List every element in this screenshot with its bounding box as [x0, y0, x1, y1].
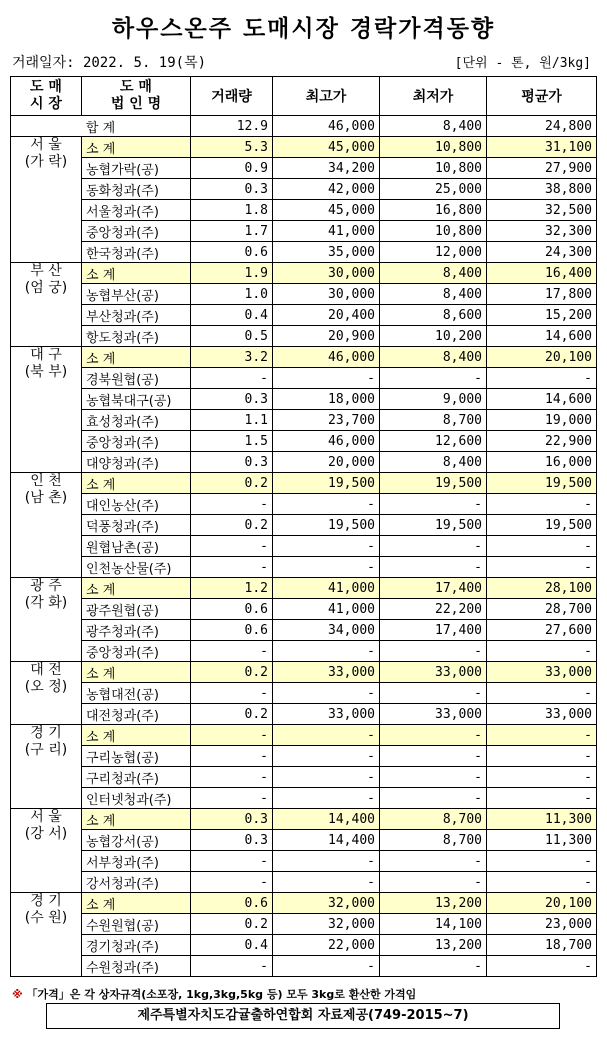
- max-price-cell: 20,000: [273, 452, 380, 473]
- note-mark: ※: [12, 988, 23, 1001]
- table-row: [11, 158, 597, 179]
- max-price-cell: 46,000: [273, 431, 380, 452]
- max-price-cell: 45,000: [273, 137, 380, 158]
- avg-price-cell: -: [487, 557, 597, 578]
- max-price-cell: 30,000: [273, 263, 380, 284]
- max-price-cell: -: [273, 494, 380, 515]
- unit-label: [단위 - 톤, 원/3kg]: [454, 56, 591, 71]
- min-price-cell: 13,200: [380, 935, 487, 956]
- volume-cell: 1.1: [191, 410, 273, 431]
- table-row: [11, 851, 597, 872]
- max-price-cell: 18,000: [273, 389, 380, 410]
- volume-cell: 0.3: [191, 809, 273, 830]
- avg-price-cell: -: [487, 536, 597, 557]
- corp-name: 항도청과(주): [82, 326, 191, 347]
- volume-cell: 1.0: [191, 284, 273, 305]
- max-price-cell: 20,400: [273, 305, 380, 326]
- volume-cell: 0.3: [191, 389, 273, 410]
- max-price-cell: -: [273, 641, 380, 662]
- min-price-cell: -: [380, 725, 487, 746]
- min-price-cell: 10,800: [380, 137, 487, 158]
- corp-name: 동화청과(주): [82, 179, 191, 200]
- table-row: [11, 620, 597, 641]
- max-price-cell: -: [273, 557, 380, 578]
- market-city: 대 전: [30, 662, 62, 678]
- corp-name: 광주원협(공): [82, 599, 191, 620]
- min-price-cell: -: [380, 494, 487, 515]
- avg-price-cell: 15,200: [487, 305, 597, 326]
- max-price-cell: -: [273, 788, 380, 809]
- min-price-cell: 19,500: [380, 515, 487, 536]
- corp-name: 중앙청과(주): [82, 431, 191, 452]
- corp-name: 수원청과(주): [82, 956, 191, 977]
- table-row: [11, 452, 597, 473]
- volume-cell: -: [191, 767, 273, 788]
- corp-name: 구리청과(주): [82, 767, 191, 788]
- max-price-cell: 33,000: [273, 704, 380, 725]
- volume-cell: -: [191, 494, 273, 515]
- max-price-cell: 34,000: [273, 620, 380, 641]
- volume-cell: -: [191, 641, 273, 662]
- min-price-cell: 25,000: [380, 179, 487, 200]
- min-price-cell: 14,100: [380, 914, 487, 935]
- corp-name: 농협가락(공): [82, 158, 191, 179]
- avg-price-cell: -: [487, 956, 597, 977]
- max-price-cell: 14,400: [273, 830, 380, 851]
- volume-cell: -: [191, 725, 273, 746]
- subtotal-row: [11, 578, 597, 599]
- market-name: [11, 347, 82, 473]
- avg-price-cell: 33,000: [487, 704, 597, 725]
- header-max: 최고가: [273, 77, 380, 116]
- subtotal-row: [11, 809, 597, 830]
- volume-cell: 1.9: [191, 263, 273, 284]
- max-price-cell: -: [273, 725, 380, 746]
- table-row: [11, 305, 597, 326]
- avg-price-cell: 38,800: [487, 179, 597, 200]
- avg-price-cell: 20,100: [487, 893, 597, 914]
- table-row: [11, 494, 597, 515]
- max-price-cell: 35,000: [273, 242, 380, 263]
- max-price-cell: 30,000: [273, 284, 380, 305]
- volume-cell: 0.2: [191, 914, 273, 935]
- market-district: (가 락): [24, 154, 68, 170]
- corp-name: 수원원협(공): [82, 914, 191, 935]
- avg-price-cell: 23,000: [487, 914, 597, 935]
- avg-price-cell: -: [487, 788, 597, 809]
- min-price-cell: 8,700: [380, 830, 487, 851]
- corp-name: 경북원협(공): [82, 368, 191, 389]
- corp-name: 서부청과(주): [82, 851, 191, 872]
- volume-cell: 0.4: [191, 305, 273, 326]
- corp-name: 소 계: [82, 137, 191, 158]
- max-price-cell: 34,200: [273, 158, 380, 179]
- trade-date: 거래일자: 2022. 5. 19(목): [12, 55, 207, 71]
- table-row: [11, 830, 597, 851]
- table-row: [11, 914, 597, 935]
- subtotal-row: [11, 347, 597, 368]
- avg-price-cell: 32,300: [487, 221, 597, 242]
- volume-cell: 0.9: [191, 158, 273, 179]
- volume-cell: -: [191, 788, 273, 809]
- max-price-cell: -: [273, 368, 380, 389]
- market-name: [11, 662, 82, 725]
- min-price-cell: 22,200: [380, 599, 487, 620]
- corp-name: 인천농산물(주): [82, 557, 191, 578]
- avg-price-cell: 20,100: [487, 347, 597, 368]
- min-price-cell: -: [380, 683, 487, 704]
- max-price-cell: -: [273, 746, 380, 767]
- total-min: 8,400: [380, 116, 487, 137]
- price-table: [10, 76, 597, 977]
- avg-price-cell: 28,100: [487, 578, 597, 599]
- subtotal-row: [11, 662, 597, 683]
- volume-cell: 0.3: [191, 452, 273, 473]
- min-price-cell: 10,200: [380, 326, 487, 347]
- market-district: (구 리): [24, 742, 68, 758]
- volume-cell: 0.5: [191, 326, 273, 347]
- max-price-cell: 20,900: [273, 326, 380, 347]
- volume-cell: -: [191, 746, 273, 767]
- market-district: (수 원): [24, 910, 68, 926]
- min-price-cell: -: [380, 956, 487, 977]
- max-price-cell: 45,000: [273, 200, 380, 221]
- corp-name: 한국청과(주): [82, 242, 191, 263]
- source-footer: 제주특별자치도감귤출하연합회 자료제공(749-2015~7): [46, 1003, 560, 1029]
- avg-price-cell: 18,700: [487, 935, 597, 956]
- table-row: [11, 431, 597, 452]
- table-row: [11, 536, 597, 557]
- volume-cell: 1.2: [191, 578, 273, 599]
- corp-name: 대전청과(주): [82, 704, 191, 725]
- total-avg: 24,800: [487, 116, 597, 137]
- market-city: 대 구: [30, 347, 62, 363]
- avg-price-cell: 19,500: [487, 473, 597, 494]
- corp-name: 소 계: [82, 347, 191, 368]
- min-price-cell: 16,800: [380, 200, 487, 221]
- avg-price-cell: -: [487, 872, 597, 893]
- total-label: 합 계: [11, 116, 191, 137]
- min-price-cell: 8,700: [380, 809, 487, 830]
- market-name: [11, 725, 82, 809]
- min-price-cell: 17,400: [380, 620, 487, 641]
- volume-cell: -: [191, 851, 273, 872]
- avg-price-cell: 16,000: [487, 452, 597, 473]
- max-price-cell: 14,400: [273, 809, 380, 830]
- table-row: [11, 935, 597, 956]
- corp-name: 인터넷청과(주): [82, 788, 191, 809]
- volume-cell: -: [191, 536, 273, 557]
- table-row: [11, 410, 597, 431]
- table-row: [11, 179, 597, 200]
- corp-name: 중앙청과(주): [82, 221, 191, 242]
- market-city: 경 기: [30, 893, 62, 909]
- header-volume: 거래량: [191, 77, 273, 116]
- min-price-cell: 33,000: [380, 704, 487, 725]
- subtotal-row: [11, 725, 597, 746]
- corp-name: 농협부산(공): [82, 284, 191, 305]
- min-price-cell: 17,400: [380, 578, 487, 599]
- volume-cell: 0.4: [191, 935, 273, 956]
- max-price-cell: 22,000: [273, 935, 380, 956]
- max-price-cell: -: [273, 956, 380, 977]
- max-price-cell: -: [273, 851, 380, 872]
- corp-name: 효성청과(주): [82, 410, 191, 431]
- min-price-cell: 8,600: [380, 305, 487, 326]
- min-price-cell: 33,000: [380, 662, 487, 683]
- avg-price-cell: -: [487, 494, 597, 515]
- market-name: [11, 137, 82, 263]
- market-city: 인 천: [30, 473, 62, 489]
- min-price-cell: -: [380, 872, 487, 893]
- volume-cell: 0.2: [191, 662, 273, 683]
- page-title: 하우스온주 도매시장 경락가격동향: [111, 16, 496, 42]
- corp-name: 부산청과(주): [82, 305, 191, 326]
- total-max: 46,000: [273, 116, 380, 137]
- volume-cell: -: [191, 368, 273, 389]
- min-price-cell: 13,200: [380, 893, 487, 914]
- header-avg: 평균가: [487, 77, 597, 116]
- volume-cell: 0.2: [191, 515, 273, 536]
- avg-price-cell: -: [487, 746, 597, 767]
- volume-cell: 0.3: [191, 179, 273, 200]
- volume-cell: -: [191, 956, 273, 977]
- min-price-cell: 9,000: [380, 389, 487, 410]
- market-city: 광 주: [30, 578, 62, 594]
- market-city: 서 울: [30, 137, 62, 153]
- volume-cell: 0.3: [191, 830, 273, 851]
- avg-price-cell: -: [487, 641, 597, 662]
- table-row: [11, 872, 597, 893]
- volume-cell: 1.7: [191, 221, 273, 242]
- subtotal-row: [11, 263, 597, 284]
- volume-cell: 5.3: [191, 137, 273, 158]
- min-price-cell: -: [380, 641, 487, 662]
- total-volume: 12.9: [191, 116, 273, 137]
- table-row: [11, 389, 597, 410]
- corp-name: 소 계: [82, 893, 191, 914]
- table-row: [11, 956, 597, 977]
- avg-price-cell: 27,600: [487, 620, 597, 641]
- table-row: [11, 557, 597, 578]
- max-price-cell: 42,000: [273, 179, 380, 200]
- min-price-cell: 8,400: [380, 263, 487, 284]
- table-row: [11, 641, 597, 662]
- avg-price-cell: 19,500: [487, 515, 597, 536]
- avg-price-cell: 33,000: [487, 662, 597, 683]
- market-district: (남 촌): [24, 490, 68, 506]
- avg-price-cell: 31,100: [487, 137, 597, 158]
- header-row: [11, 77, 597, 116]
- corp-name: 소 계: [82, 473, 191, 494]
- min-price-cell: 12,600: [380, 431, 487, 452]
- table-row: [11, 284, 597, 305]
- max-price-cell: -: [273, 683, 380, 704]
- min-price-cell: 8,400: [380, 452, 487, 473]
- max-price-cell: -: [273, 536, 380, 557]
- min-price-cell: 8,400: [380, 347, 487, 368]
- table-row: [11, 704, 597, 725]
- table-row: [11, 683, 597, 704]
- corp-name: 농협북대구(공): [82, 389, 191, 410]
- market-name: [11, 809, 82, 893]
- max-price-cell: 32,000: [273, 893, 380, 914]
- corp-name: 대인농산(주): [82, 494, 191, 515]
- corp-name: 서울청과(주): [82, 200, 191, 221]
- corp-name: 소 계: [82, 578, 191, 599]
- max-price-cell: 41,000: [273, 578, 380, 599]
- avg-price-cell: 11,300: [487, 830, 597, 851]
- volume-cell: 0.2: [191, 473, 273, 494]
- market-district: (엄 궁): [24, 280, 68, 296]
- avg-price-cell: -: [487, 767, 597, 788]
- avg-price-cell: 11,300: [487, 809, 597, 830]
- min-price-cell: -: [380, 368, 487, 389]
- max-price-cell: 23,700: [273, 410, 380, 431]
- table-row: [11, 221, 597, 242]
- corp-name: 대양청과(주): [82, 452, 191, 473]
- table-row: [11, 767, 597, 788]
- max-price-cell: 19,500: [273, 515, 380, 536]
- avg-price-cell: 17,800: [487, 284, 597, 305]
- min-price-cell: 12,000: [380, 242, 487, 263]
- min-price-cell: -: [380, 746, 487, 767]
- market-name: [11, 263, 82, 347]
- volume-cell: 1.5: [191, 431, 273, 452]
- corp-name: 중앙청과(주): [82, 641, 191, 662]
- min-price-cell: 10,800: [380, 221, 487, 242]
- max-price-cell: -: [273, 872, 380, 893]
- market-city: 경 기: [30, 725, 62, 741]
- volume-cell: -: [191, 683, 273, 704]
- max-price-cell: 41,000: [273, 599, 380, 620]
- table-row: [11, 368, 597, 389]
- corp-name: 원협남촌(공): [82, 536, 191, 557]
- market-district: (오 정): [24, 679, 68, 695]
- market-name: [11, 893, 82, 977]
- avg-price-cell: -: [487, 368, 597, 389]
- avg-price-cell: 32,500: [487, 200, 597, 221]
- volume-cell: 0.6: [191, 599, 273, 620]
- avg-price-cell: -: [487, 683, 597, 704]
- min-price-cell: 8,400: [380, 284, 487, 305]
- min-price-cell: -: [380, 557, 487, 578]
- corp-name: 소 계: [82, 725, 191, 746]
- min-price-cell: -: [380, 788, 487, 809]
- avg-price-cell: 27,900: [487, 158, 597, 179]
- avg-price-cell: 24,300: [487, 242, 597, 263]
- volume-cell: -: [191, 872, 273, 893]
- volume-cell: -: [191, 557, 273, 578]
- avg-price-cell: 22,900: [487, 431, 597, 452]
- corp-name: 농협대전(공): [82, 683, 191, 704]
- avg-price-cell: -: [487, 851, 597, 872]
- min-price-cell: -: [380, 536, 487, 557]
- corp-name: 소 계: [82, 662, 191, 683]
- market-district: (각 화): [24, 595, 68, 611]
- table-row: [11, 242, 597, 263]
- market-district: (강 서): [24, 826, 68, 842]
- corp-name: 구리농협(공): [82, 746, 191, 767]
- avg-price-cell: 28,700: [487, 599, 597, 620]
- volume-cell: 0.6: [191, 620, 273, 641]
- volume-cell: 0.6: [191, 242, 273, 263]
- min-price-cell: 10,800: [380, 158, 487, 179]
- min-price-cell: 8,700: [380, 410, 487, 431]
- subtotal-row: [11, 473, 597, 494]
- total-row: [11, 116, 597, 137]
- max-price-cell: 46,000: [273, 347, 380, 368]
- max-price-cell: -: [273, 767, 380, 788]
- market-city: 부 산: [30, 263, 62, 279]
- corp-name: 소 계: [82, 263, 191, 284]
- table-row: [11, 515, 597, 536]
- avg-price-cell: 14,600: [487, 389, 597, 410]
- table-row: [11, 788, 597, 809]
- note-text: 「가격」은 각 상자규격(소포장, 1kg,3kg,5kg 등) 모두 3kg로 환산한 가격임: [26, 988, 417, 1001]
- max-price-cell: 41,000: [273, 221, 380, 242]
- avg-price-cell: -: [487, 725, 597, 746]
- table-row: [11, 326, 597, 347]
- market-district: (북 부): [24, 364, 68, 380]
- max-price-cell: 19,500: [273, 473, 380, 494]
- avg-price-cell: 19,000: [487, 410, 597, 431]
- price-note: [12, 986, 416, 1002]
- header-min: 최저가: [380, 77, 487, 116]
- max-price-cell: 33,000: [273, 662, 380, 683]
- volume-cell: 1.8: [191, 200, 273, 221]
- max-price-cell: 32,000: [273, 914, 380, 935]
- min-price-cell: -: [380, 851, 487, 872]
- header-corp: 도 매 법 인 명: [82, 77, 191, 116]
- corp-name: 농협강서(공): [82, 830, 191, 851]
- corp-name: 경기청과(주): [82, 935, 191, 956]
- avg-price-cell: 14,600: [487, 326, 597, 347]
- header-market: 도 매 시 장: [11, 77, 82, 116]
- volume-cell: 0.6: [191, 893, 273, 914]
- corp-name: 덕풍청과(주): [82, 515, 191, 536]
- corp-name: 강서청과(주): [82, 872, 191, 893]
- corp-name: 광주청과(주): [82, 620, 191, 641]
- table-row: [11, 746, 597, 767]
- volume-cell: 3.2: [191, 347, 273, 368]
- market-city: 서 울: [30, 809, 62, 825]
- table-row: [11, 599, 597, 620]
- volume-cell: 0.2: [191, 704, 273, 725]
- market-name: [11, 473, 82, 578]
- subtotal-row: [11, 893, 597, 914]
- market-name: [11, 578, 82, 662]
- avg-price-cell: 16,400: [487, 263, 597, 284]
- table-row: [11, 200, 597, 221]
- min-price-cell: -: [380, 767, 487, 788]
- table-body: [11, 116, 597, 977]
- subtotal-row: [11, 137, 597, 158]
- min-price-cell: 19,500: [380, 473, 487, 494]
- corp-name: 소 계: [82, 809, 191, 830]
